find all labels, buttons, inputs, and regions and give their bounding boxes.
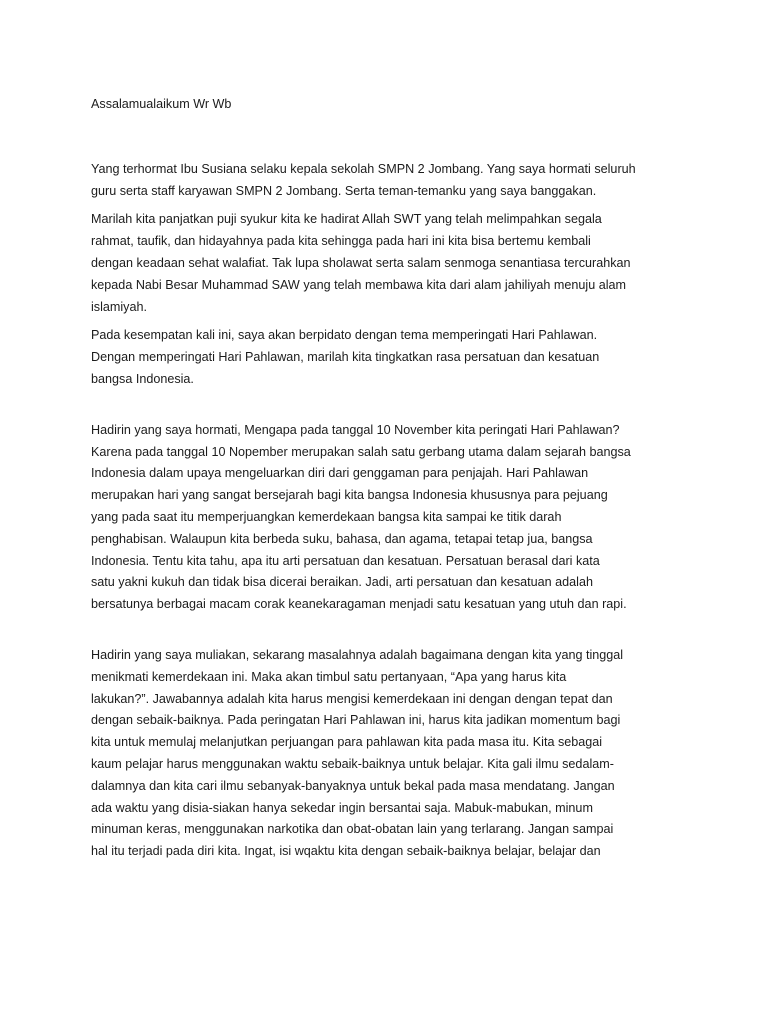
paragraph-theme — [91, 325, 691, 390]
text-line: dengan sebaik-baiknya. Pada peringatan Hari Pahlawan ini, harus kita jadikan momentum bagi — [91, 713, 621, 728]
text-line: kaum pelajar harus menggunakan waktu sebaik-baiknya untuk belajar. Kita gali ilmu sedalam- — [91, 756, 614, 771]
text-line: kita untuk memulaj melanjutkan perjuangan para pahlawan kita pada masa itu. Kita sebagai — [91, 735, 603, 750]
text-line: Dengan memperingati Hari Pahlawan, marilah kita tingkatkan rasa persatuan dan kesatuan — [91, 350, 600, 365]
text-line: Indonesia dalam upaya mengeluarkan diri dari genggaman para penjajah. Hari Pahlawan — [91, 466, 589, 481]
text-line: merupakan hari yang sangat bersejarah bagi kita bangsa Indonesia khususnya para pejuang — [91, 488, 608, 503]
text-line: dalamnya dan kita cari ilmu sebanyak-banyaknya untuk bekal pada masa mendatang. Jangan — [91, 778, 615, 793]
text-line: guru serta staff karyawan SMPN 2 Jombang. Serta teman-temanku yang saya banggakan. — [91, 183, 597, 198]
text-line: Indonesia. Tentu kita tahu, apa itu arti persatuan dan kesatuan. Persatuan berasal dari kata — [91, 553, 600, 568]
text-line: islamiyah. — [91, 299, 147, 314]
text-line: ada waktu yang disia-siakan hanya sekedar ingin bersantai saja. Mabuk-mabukan, minum — [91, 800, 593, 815]
text-line: lakukan?”. Jawabannya adalah kita harus mengisi kemerdekaan ini dengan dengan tepat dan — [91, 691, 613, 706]
text-line: Karena pada tanggal 10 Nopember merupakan salah satu gerbang utama dalam sejarah bangsa — [91, 444, 631, 459]
text-line: hal itu terjadi pada diri kita. Ingat, isi wqaktu kita dengan sebaik-baiknya belajar, belajar dan — [91, 844, 601, 859]
text-line: penghabisan. Walaupun kita berbeda suku, bahasa, dan agama, tetapai tetap jua, bangsa — [91, 531, 593, 546]
text-line: menikmati kemerdekaan ini. Maka akan timbul satu pertanyaan, “Apa yang harus kita — [91, 669, 567, 684]
text-line: satu yakni kukuh dan tidak bisa dicerai beraikan. Jadi, arti persatuan dan kesatuan adalah — [91, 575, 593, 590]
text-line: Marilah kita panjatkan puji syukur kita ke hadirat Allah SWT yang telah melimpahkan segala — [91, 212, 602, 227]
paragraph-heroes-day — [91, 420, 691, 616]
paragraph-gratitude — [91, 209, 691, 318]
text-line: rahmat, taufik, dan hidayahnya pada kita sehingga pada hari ini kita bisa bertemu kembali — [91, 234, 591, 249]
text-line: Hadirin yang saya hormati, Mengapa pada tanggal 10 November kita peringati Hari Pahlawan? — [91, 422, 620, 437]
text-line: dengan keadaan sehat walafiat. Tak lupa sholawat serta salam senmoga senantiasa tercurahkan — [91, 255, 631, 270]
text-line: yang pada saat itu memperjuangkan kemerdekaan bangsa kita sampai ke titik darah — [91, 509, 562, 524]
text-line: bangsa Indonesia. — [91, 371, 194, 386]
text-line: kepada Nabi Besar Muhammad SAW yang telah membawa kita dari alam jahiliyah menuju alam — [91, 277, 627, 292]
text-line: Pada kesempatan kali ini, saya akan berpidato dengan tema memperingati Hari Pahlawan. — [91, 328, 598, 343]
text-line: bersatunya berbagai macam corak keanekaragaman menjadi satu kesatuan yang utuh dan rapi. — [91, 597, 627, 612]
paragraph-independence — [91, 645, 691, 863]
text-line: Hadirin yang saya muliakan, sekarang masalahnya adalah bagaimana dengan kita yang tinggal — [91, 647, 624, 662]
text-line: Yang terhormat Ibu Susiana selaku kepala sekolah SMPN 2 Jombang. Yang saya hormati seluruh — [91, 161, 636, 176]
document-body — [91, 94, 691, 863]
greeting-line: Assalamualaikum Wr Wb — [91, 97, 232, 111]
paragraph-opening-address — [91, 159, 691, 203]
text-line: minuman keras, menggunakan narkotika dan obat-obatan lain yang terlarang. Jangan sampai — [91, 822, 614, 837]
